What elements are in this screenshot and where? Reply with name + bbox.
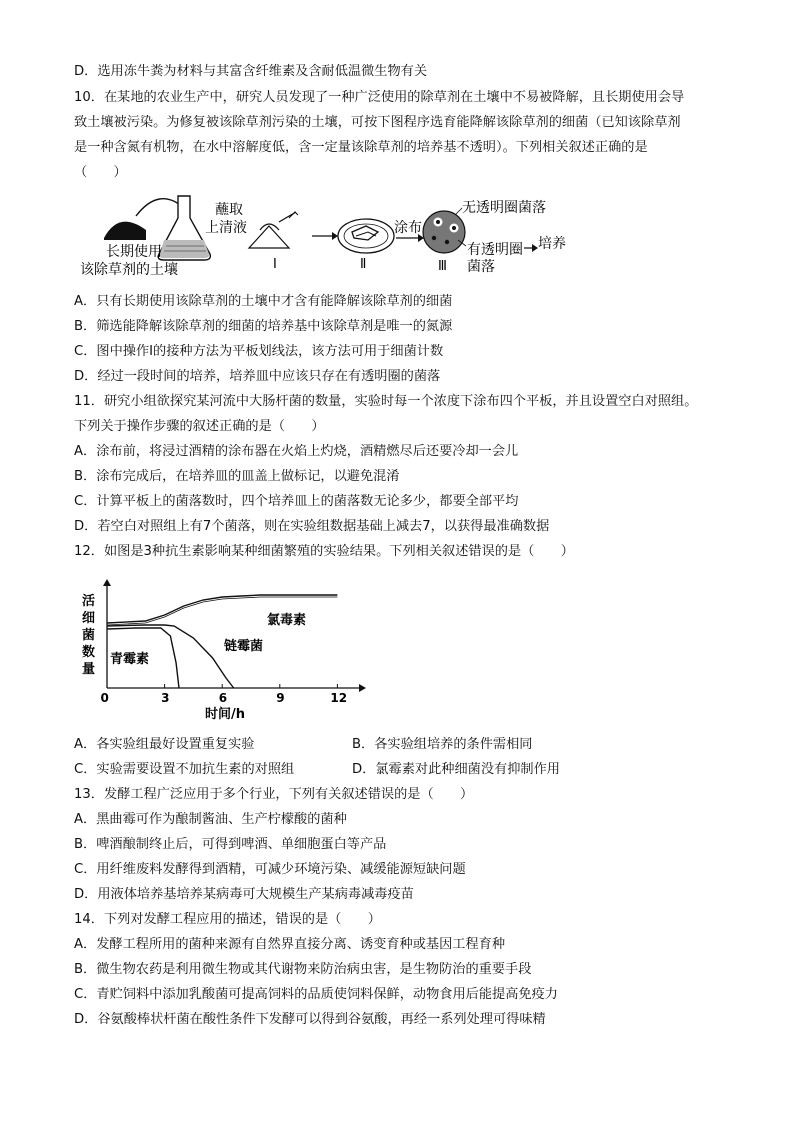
q10-stem-line1: 10．在某地的农业生产中，研究人员发现了一种广泛使用的除草剂在土壤中不易被降解，且长期使用会导 <box>74 90 685 105</box>
q10-option-a: A．只有长期使用该除草剂的土壤中才含有能降解该除草剂的细菌 <box>74 294 453 309</box>
arrow-icon <box>524 244 538 252</box>
q12-option-b: B．各实验组培养的条件需相同 <box>352 737 533 752</box>
step-roman-2: Ⅱ <box>360 257 367 272</box>
q14-option-b: B．微生物农药是利用微生物或其代谢物来防治病虫害，是生物防治的重要手段 <box>74 962 532 977</box>
q14-option-c: C．青贮饲料中添加乳酸菌可提高饲料的品质使饲料保鲜，动物食用后能提高免疫力 <box>74 987 558 1002</box>
halo-colony-label-line2: 菌落 <box>467 259 495 275</box>
q11-option-d: D．若空白对照组上有7个菌落，则在实验组数据基础上减去7，以获得最准确数据 <box>74 519 550 534</box>
q11-option-b: B．涂布完成后，在培养皿的皿盖上做标记，以避免混淆 <box>74 469 400 484</box>
soil-label-line1: 长期使用 <box>106 244 162 260</box>
transfer-tube-icon <box>136 199 184 216</box>
y-axis-label <box>82 593 95 677</box>
x-tick-label: 3 <box>161 691 170 705</box>
q9-option-d: D．选用冻牛粪为材料与其富含纤维素及含耐低温微生物有关 <box>74 64 428 79</box>
q13-stem: 13．发酵工程广泛应用于多个行业，下列有关叙述错误的是（ ） <box>74 787 474 802</box>
arrow-icon <box>312 232 338 240</box>
petri-dish-colonies-icon <box>423 211 465 253</box>
y-axis-arrow-icon <box>103 579 111 586</box>
y-axis-label-char: 数 <box>82 645 96 660</box>
inoculation-tube-icon <box>249 212 298 248</box>
no-halo-colony-label: 无透明圈菌落 <box>462 200 546 216</box>
series-label-streptomycin: 链霉菌 <box>224 639 264 654</box>
step-roman-1: Ⅰ <box>273 257 277 272</box>
chart-series <box>107 595 337 688</box>
q11-option-c: C．计算平板上的菌落数时，四个培养皿上的菌落数无论多少，都要全部平均 <box>74 494 519 509</box>
step-label-line1: 蘸取 <box>215 202 243 218</box>
q11-stem-line1: 11．研究小组欲探究某河流中大肠杆菌的数量，实验时每一个浓度下涂布四个平板，并且设置空白对照组。 <box>74 394 698 409</box>
q11-option-a: A．涂布前，将浸过酒精的涂布器在火焰上灼烧，酒精燃尽后还要冷却一会儿 <box>74 444 519 459</box>
q13-option-b: B．啤酒酿制终止后，可得到啤酒、单细胞蛋白等产品 <box>74 837 387 852</box>
q14-stem: 14．下列对发酵工程应用的描述，错误的是（ ） <box>74 912 381 927</box>
series-label-chloramphenicol: 氯毒素 <box>267 613 307 628</box>
q10-figure <box>74 188 574 288</box>
q14-option-a: A．发酵工程所用的菌种来源有自然界直接分离、诱变育种或基因工程育种 <box>74 937 506 952</box>
halo-colony-label-line1: 有透明圈 <box>467 242 523 258</box>
x-tick-label: 6 <box>218 691 228 705</box>
x-axis-arrow-icon <box>359 684 366 692</box>
q13-option-d: D．用液体培养基培养某病毒可大规模生产某病毒减毒疫苗 <box>74 887 414 902</box>
q10-option-c: C．图中操作Ⅰ的接种方法为平板划线法，该方法可用于细菌计数 <box>74 344 444 359</box>
x-axis-label: 时间/h <box>205 707 246 722</box>
culture-label: 培养 <box>538 236 566 252</box>
soil-label-line2: 该除草剂的土壤 <box>80 262 178 278</box>
q12-option-a: A．各实验组最好设置重复实验 <box>74 737 255 752</box>
q12-stem: 12．如图是3种抗生素影响某种细菌繁殖的实验结果。下列相关叙述错误的是（ ） <box>74 544 574 559</box>
y-axis-label-char: 细 <box>82 611 96 626</box>
x-ticks <box>101 684 348 705</box>
q12-option-d: D．氯霉素对此种细菌没有抑制作用 <box>352 762 560 777</box>
q10-stem-line2: 致土壤被污染。为修复被该除草剂污染的土壤，可按下图程序选育能降解该除草剂的细菌（已知该除草剂 <box>74 115 681 130</box>
step-label-line2: 上清液 <box>205 220 247 236</box>
y-axis-label-char: 菌 <box>82 628 96 643</box>
spread-label: 涂布 <box>394 220 422 236</box>
q10-stem-line3: 是一种含氮有机物，在水中溶解度低，含一定量该除草剂的培养基不透明）。下列相关叙述正确的是 <box>74 140 648 155</box>
q10-answer-paren: （ ） <box>74 165 127 180</box>
step-roman-3: Ⅲ <box>438 259 447 274</box>
q14-option-d: D．谷氨酸棒状杆菌在酸性条件下发酵可以得到谷氨酸，再经一系列处理可得味精 <box>74 1012 546 1027</box>
series-label-penicillin: 青霉素 <box>110 652 150 667</box>
q12-option-c: C．实验需要设置不加抗生素的对照组 <box>74 762 295 777</box>
q12-chart <box>74 578 374 723</box>
q13-option-c: C．用纤维废料发酵得到酒精，可减少环境污染、减缓能源短缺问题 <box>74 862 466 877</box>
y-axis-label-char: 活 <box>82 594 96 609</box>
soil-mound-icon <box>104 222 146 240</box>
q11-stem-line2: 下列关于操作步骤的叙述正确的是（ ） <box>74 419 325 434</box>
petri-dish-streak-icon <box>338 219 394 253</box>
x-tick-label: 0 <box>100 691 109 705</box>
q10-option-d: D．经过一段时间的培养，培养皿中应该只存在有透明圈的菌落 <box>74 369 441 384</box>
x-tick-label: 9 <box>276 691 285 705</box>
y-axis-label-char: 量 <box>82 662 96 677</box>
q10-option-b: B．筛选能降解该除草剂的细菌的培养基中该除草剂是唯一的氮源 <box>74 319 453 334</box>
x-tick-label: 12 <box>330 691 348 705</box>
flask-icon <box>158 196 210 260</box>
q13-option-a: A．黑曲霉可作为酿制酱油、生产柠檬酸的菌种 <box>74 812 347 827</box>
